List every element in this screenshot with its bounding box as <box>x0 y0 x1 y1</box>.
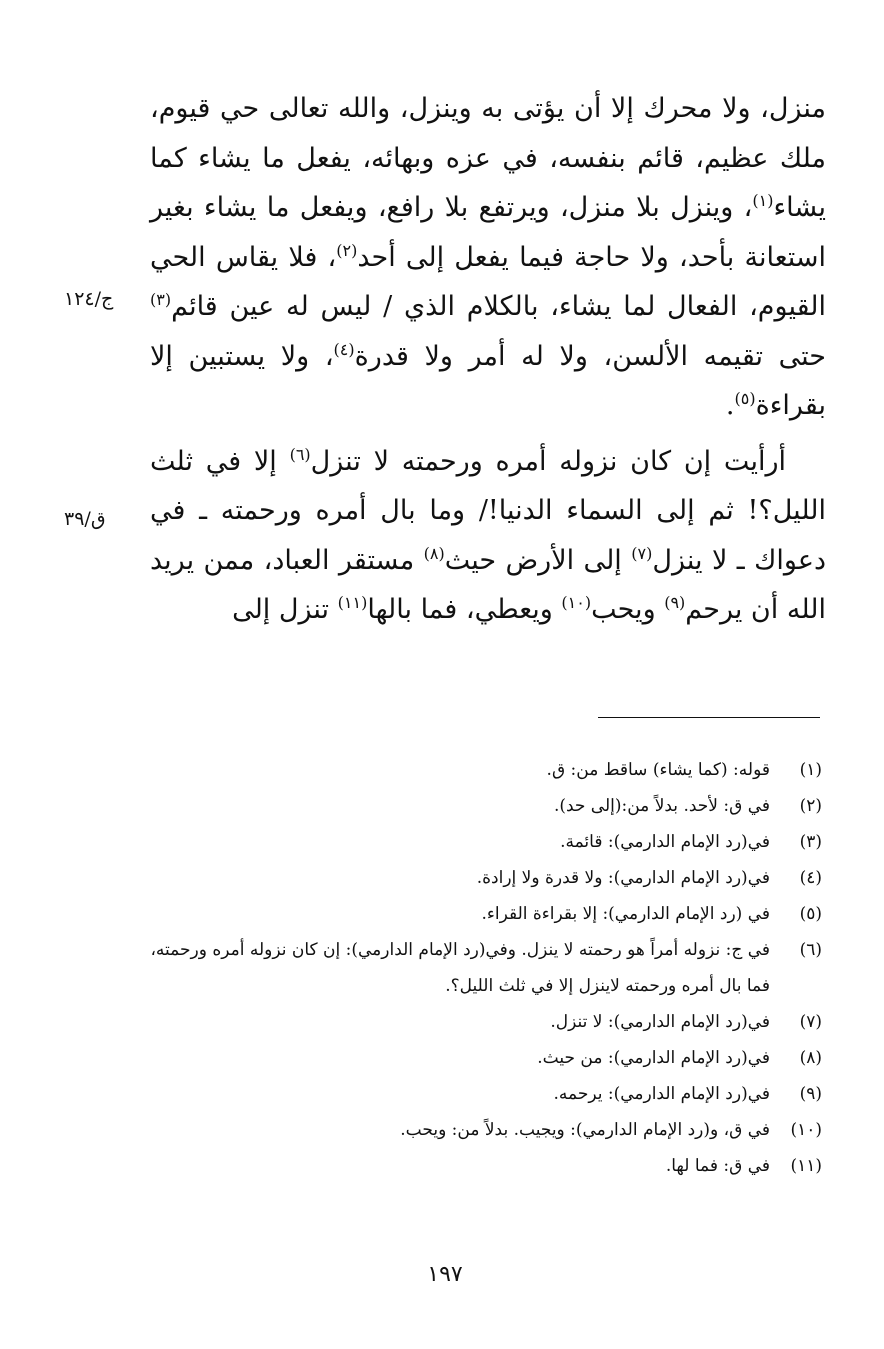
text-run: إلا في ثلث الليل؟! ثم إلى السماء الدنيا!/ وما بال أمره ورحمته ـ في دعواك ـ لا ينزل <box>150 445 827 576</box>
footnote-number: (٨) <box>799 1048 822 1068</box>
footnote-ref-1[interactable]: (١) <box>752 191 774 210</box>
footnote-number: (١١) <box>790 1156 822 1176</box>
footnote-ref-2[interactable]: (٢) <box>336 240 358 260</box>
footnotes-list <box>140 752 822 1184</box>
footnote-number: (٤) <box>799 868 822 888</box>
footnote-item <box>140 860 822 896</box>
footnote-number: (٢) <box>799 796 822 816</box>
footnote-text: في ق، و(رد الإمام الدارمي): ويجيب. بدلاً من: ويحب. <box>400 1120 770 1140</box>
footnote-item <box>140 1004 822 1040</box>
text-run: . <box>725 390 735 421</box>
footnote-separator <box>598 717 820 718</box>
footnote-ref-7[interactable]: (٧) <box>631 543 653 563</box>
footnote-item <box>140 1040 822 1076</box>
footnote-text: في(رد الإمام الدارمي): ولا قدرة ولا إرادة. <box>476 868 770 888</box>
text-run: ويعطي، فما بالها <box>367 594 562 625</box>
text-run: مستقر العباد، ممن يريد الله أن يرحم <box>150 544 826 625</box>
footnote-ref-10[interactable]: (١٠) <box>561 593 592 612</box>
footnote-item <box>140 896 822 932</box>
footnote-item <box>140 1112 822 1148</box>
footnote-number: (٦) <box>799 940 822 960</box>
footnote-ref-11[interactable]: (١١) <box>337 593 368 612</box>
footnote-number: (٩) <box>799 1084 822 1104</box>
margin-manuscript-ref-qaf: ق/٣٩ <box>64 508 106 530</box>
footnote-text: في(رد الإمام الدارمي): يرحمه. <box>553 1084 770 1104</box>
footnote-ref-4[interactable]: (٤) <box>333 339 355 359</box>
footnote-text: في ج: نزوله أمراً هو رحمته لا ينزل. وفي(رد الإمام الدارمي): إن كان نزوله أمره ورحمته، فما بال أمره ورحمته لاينزل إلا في ثلث الليل؟. <box>150 940 770 996</box>
footnote-text: في(رد الإمام الدارمي): قائمة. <box>560 832 770 852</box>
margin-manuscript-ref-jim: ج/١٢٤ <box>64 288 114 310</box>
text-run: ، ولا يستبين إلا بقراءة <box>150 340 826 421</box>
footnote-number: (٧) <box>799 1012 822 1032</box>
footnote-text: في ق: لأحد. بدلاً من:(إلى حد). <box>553 796 770 816</box>
footnote-text: قوله: (كما يشاء) ساقط من: ق. <box>546 760 770 780</box>
text-run: أرأيت إن كان نزوله أمره ورحمته لا تنزل <box>310 445 787 477</box>
footnote-text: في(رد الإمام الدارمي): من حيث. <box>537 1048 770 1068</box>
footnote-item <box>140 788 822 824</box>
footnote-ref-8[interactable]: (٨) <box>423 543 445 563</box>
footnote-item <box>140 1076 822 1112</box>
footnote-text: في ق: فما لها. <box>665 1156 770 1176</box>
text-run: إلى الأرض حيث <box>444 544 632 576</box>
footnote-text: في(رد الإمام الدارمي): لا تنزل. <box>550 1012 770 1032</box>
footnote-number: (١) <box>799 760 822 780</box>
text-run: منزل، ولا محرك إلا أن يؤتى به وينزل، والله تعالى حي قيوم، ملك عظيم، قائم بنفسه، في عزه وبهائه، يفعل ما يشاء كما يشاء <box>150 93 826 223</box>
text-run: ويحب <box>591 594 665 625</box>
footnote-item <box>140 932 822 1004</box>
paragraph-2 <box>150 437 826 635</box>
footnote-number: (٣) <box>799 832 822 852</box>
text-run: تنزل إلى <box>232 594 338 625</box>
footnote-item <box>140 824 822 860</box>
footnote-ref-5[interactable]: (٥) <box>734 389 756 408</box>
footnote-item <box>140 1148 822 1184</box>
text-run: حتى تقيمه الألسن، ولا له أمر ولا قدرة <box>354 340 826 372</box>
footnote-number: (٥) <box>799 904 822 924</box>
footnote-ref-9[interactable]: (٩) <box>664 593 686 612</box>
footnote-text: في (رد الإمام الدارمي): إلا بقراءة القراء. <box>481 904 770 924</box>
text-run: ، فلا يقاس الحي القيوم، الفعال لما يشاء، بالكلام الذي / ليس له عين قائم <box>150 241 826 322</box>
main-body-text <box>150 84 826 635</box>
page-number: ١٩٧ <box>427 1262 463 1287</box>
footnote-item <box>140 752 822 788</box>
footnote-number: (١٠) <box>790 1120 822 1140</box>
footnote-ref-6[interactable]: (٦) <box>289 444 311 464</box>
text-run: ، وينزل بلا منزل، ويرتفع بلا رافع، ويفعل ما يشاء بغير استعانة بأحد، ولا حاجة فيما يفعل إلى أحد <box>150 192 826 273</box>
footnote-ref-3[interactable]: (٣) <box>150 290 172 309</box>
paragraph-1 <box>150 84 826 431</box>
